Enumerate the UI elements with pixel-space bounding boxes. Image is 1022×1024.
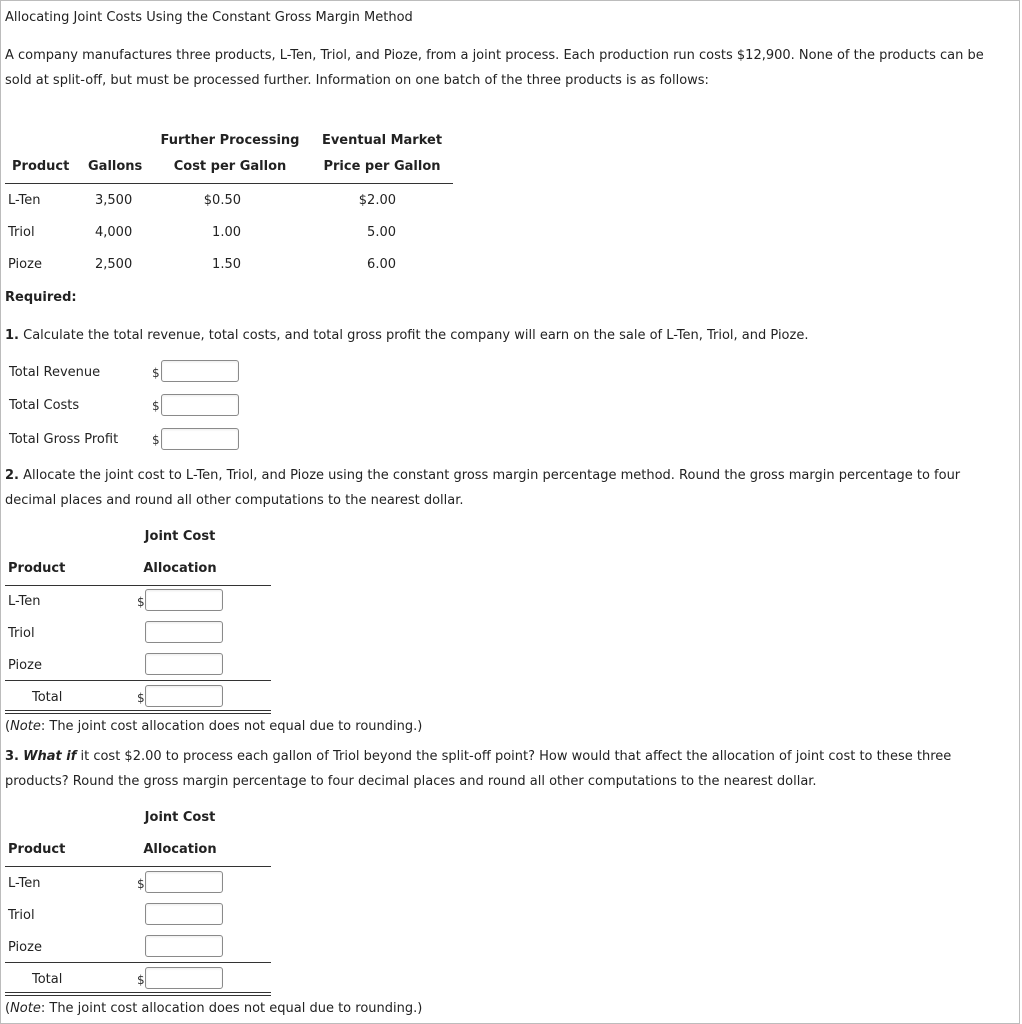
- q3-total-allocation-input[interactable]: [145, 967, 223, 989]
- info-row-price: 5.00: [367, 225, 396, 240]
- q2-row-label: L-Ten: [8, 594, 41, 609]
- q3-what-if: What if: [23, 749, 77, 764]
- q3-total-divider: [5, 962, 271, 963]
- emp-header-line1: Eventual Market: [321, 133, 443, 148]
- total-gross-profit-label: Total Gross Profit: [9, 432, 119, 447]
- q3-header-line1: Joint Cost: [144, 810, 216, 825]
- total-gross-profit-input[interactable]: [161, 428, 239, 450]
- info-row-product: Pioze: [8, 257, 42, 272]
- q3-number: 3.: [5, 749, 19, 764]
- fpc-header-line1: Further Processing: [160, 133, 300, 148]
- dollar-sign: $: [137, 595, 145, 609]
- q2-note: (Note: The joint cost allocation does not equal due to rounding.): [5, 719, 423, 734]
- q2-lten-allocation-input[interactable]: [145, 589, 223, 611]
- q3-double-rule-bottom: [5, 995, 271, 996]
- q3-total-label: Total: [32, 972, 63, 987]
- q3-note: (Note: The joint cost allocation does not equal due to rounding.): [5, 1001, 423, 1016]
- q2-header-line1: Joint Cost: [144, 529, 216, 544]
- q3-pioze-allocation-input[interactable]: [145, 935, 223, 957]
- emp-header-line2: Price per Gallon: [323, 159, 441, 174]
- intro-paragraph: A company manufactures three products, L-Ten, Triol, and Pioze, from a joint process. Each production run costs $12,900. None of the products can be sold at split-off, but must be processed further. Information on one batch of the three products is as follows:: [5, 48, 984, 88]
- q2-row-label: Triol: [8, 626, 35, 641]
- dollar-sign: $: [152, 366, 160, 380]
- q2-table-divider: [5, 585, 271, 586]
- dollar-sign: $: [152, 399, 160, 413]
- q2-header-line2: Allocation: [143, 561, 217, 576]
- q2-double-rule-top: [5, 710, 271, 711]
- q3-lten-allocation-input[interactable]: [145, 871, 223, 893]
- total-revenue-label: Total Revenue: [9, 365, 101, 380]
- q3-product-header: Product: [8, 842, 66, 857]
- q2-number: 2.: [5, 468, 19, 483]
- info-row-gallons: 4,000: [95, 225, 133, 240]
- q2-total-allocation-input[interactable]: [145, 685, 223, 707]
- info-table-divider: [5, 183, 453, 184]
- info-row-price: $2.00: [358, 193, 396, 208]
- q1-question: [5, 328, 808, 343]
- q2-total-divider: [5, 680, 271, 681]
- info-row-product: L-Ten: [8, 193, 41, 208]
- info-row-cost: 1.50: [212, 257, 241, 272]
- q1-number: 1.: [5, 328, 19, 343]
- q2-question: [5, 463, 1013, 513]
- q3-text: it cost $2.00 to process each gallon of Triol beyond the split-off point? How would that affect the allocation of joint cost to these three products? Round the gross margin percentage to four decimal places and round all other computations to the nearest dollar.: [5, 749, 952, 789]
- required-label: Required:: [5, 290, 77, 305]
- q2-double-rule-bottom: [5, 713, 271, 714]
- q3-row-label: Pioze: [8, 940, 42, 955]
- dollar-sign: $: [152, 433, 160, 447]
- page-title: Allocating Joint Costs Using the Constant Gross Margin Method: [5, 10, 413, 25]
- q3-question: [5, 744, 1015, 794]
- total-revenue-input[interactable]: [161, 360, 239, 382]
- q1-text: Calculate the total revenue, total costs, and total gross profit the company will earn on the sale of L-Ten, Triol, and Pioze.: [23, 328, 809, 343]
- q2-triol-allocation-input[interactable]: [145, 621, 223, 643]
- dollar-sign: $: [137, 691, 145, 705]
- info-row-gallons: 3,500: [95, 193, 133, 208]
- q3-row-label: Triol: [8, 908, 35, 923]
- product-header: Product: [12, 159, 70, 174]
- total-costs-input[interactable]: [161, 394, 239, 416]
- q3-table-divider: [5, 866, 271, 867]
- dollar-sign: $: [137, 973, 145, 987]
- q3-triol-allocation-input[interactable]: [145, 903, 223, 925]
- q2-total-label: Total: [32, 690, 63, 705]
- q3-double-rule-top: [5, 992, 271, 993]
- total-costs-label: Total Costs: [9, 398, 80, 413]
- q3-header-line2: Allocation: [143, 842, 217, 857]
- q2-text: Allocate the joint cost to L-Ten, Triol, and Pioze using the constant gross margin percentage method. Round the gross margin percentage to four decimal places and round all other computations to the nearest dollar.: [5, 468, 961, 508]
- dollar-sign: $: [137, 877, 145, 891]
- info-row-price: 6.00: [367, 257, 396, 272]
- q2-product-header: Product: [8, 561, 66, 576]
- info-row-product: Triol: [8, 225, 35, 240]
- q2-pioze-allocation-input[interactable]: [145, 653, 223, 675]
- info-row-cost: $0.50: [203, 193, 241, 208]
- info-row-gallons: 2,500: [95, 257, 133, 272]
- q3-row-label: L-Ten: [8, 876, 41, 891]
- fpc-header-line2: Cost per Gallon: [173, 159, 287, 174]
- q2-row-label: Pioze: [8, 658, 42, 673]
- info-row-cost: 1.00: [212, 225, 241, 240]
- gallons-header: Gallons: [88, 159, 143, 174]
